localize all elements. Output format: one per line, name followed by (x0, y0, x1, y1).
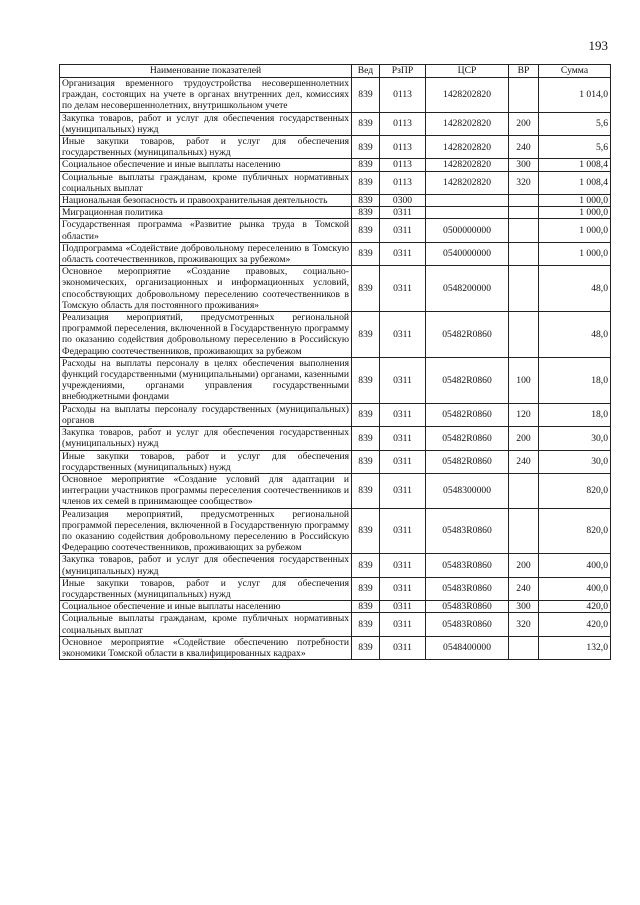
cell-sum: 30,0 (539, 450, 611, 473)
cell-name: Государственная программа «Развитие рынка труда в Томской области» (60, 219, 352, 242)
cell-vr (509, 266, 539, 312)
cell-name: Социальное обеспечение и иные выплаты населению (60, 601, 352, 613)
cell-csr: 1428202820 (426, 112, 509, 135)
cell-csr: 05483R0860 (426, 577, 509, 600)
cell-ved: 839 (352, 577, 380, 600)
table-row (60, 450, 611, 473)
table-row (60, 78, 611, 113)
header-name: Наименование показателей (60, 65, 352, 78)
cell-csr: 05483R0860 (426, 508, 509, 554)
table-row (60, 242, 611, 265)
cell-name: Миграционная политика (60, 207, 352, 219)
cell-rzpr: 0311 (380, 577, 426, 600)
cell-vr (509, 473, 539, 508)
table-row (60, 601, 611, 613)
cell-sum: 1 008,4 (539, 159, 611, 171)
cell-rzpr: 0113 (380, 171, 426, 194)
table-row (60, 312, 611, 358)
cell-vr (509, 195, 539, 207)
cell-rzpr: 0300 (380, 195, 426, 207)
cell-vr (509, 636, 539, 659)
cell-csr: 1428202820 (426, 136, 509, 159)
cell-ved: 839 (352, 195, 380, 207)
cell-sum: 820,0 (539, 473, 611, 508)
cell-name: Иные закупки товаров, работ и услуг для обеспечения государственных (муниципальных) нужд (60, 577, 352, 600)
cell-name: Основное мероприятие «Создание условий для адаптации и интеграции участников программы переселения соотечественников и членов их семей в принимающее сообщество» (60, 473, 352, 508)
table-row (60, 554, 611, 577)
cell-csr (426, 207, 509, 219)
cell-vr: 200 (509, 554, 539, 577)
page-number: 193 (588, 38, 608, 53)
cell-rzpr: 0311 (380, 266, 426, 312)
cell-csr: 1428202820 (426, 159, 509, 171)
cell-name: Основное мероприятие «Создание правовых, социально-экономических, организационных и информационных условий, способствующих добровольному переселению соотечественников в Томскую область для постоянного проживания» (60, 266, 352, 312)
cell-name: Реализация мероприятий, предусмотренных региональной программой переселения, включенной в Государственную программу по оказанию содействия добровольному переселению в Российскую Федерацию соотечественников, проживающих за рубежом (60, 312, 352, 358)
cell-vr: 120 (509, 403, 539, 426)
cell-csr: 0500000000 (426, 219, 509, 242)
cell-vr (509, 207, 539, 219)
table-row (60, 171, 611, 194)
cell-ved: 839 (352, 508, 380, 554)
table-header-row (60, 65, 611, 78)
cell-rzpr: 0311 (380, 450, 426, 473)
cell-name: Закупка товаров, работ и услуг для обеспечения государственных (муниципальных) нужд (60, 112, 352, 135)
cell-sum: 820,0 (539, 508, 611, 554)
table-row (60, 195, 611, 207)
cell-rzpr: 0311 (380, 242, 426, 265)
cell-rzpr: 0311 (380, 427, 426, 450)
table-row (60, 159, 611, 171)
cell-sum: 400,0 (539, 554, 611, 577)
cell-ved: 839 (352, 554, 380, 577)
cell-vr: 320 (509, 613, 539, 636)
cell-csr: 0548200000 (426, 266, 509, 312)
cell-vr: 200 (509, 427, 539, 450)
cell-vr (509, 312, 539, 358)
cell-name: Подпрограмма «Содействие добровольному переселению в Томскую область соотечественников, проживающих за рубежом» (60, 242, 352, 265)
budget-table (59, 64, 611, 660)
cell-csr: 1428202820 (426, 171, 509, 194)
cell-rzpr: 0311 (380, 601, 426, 613)
cell-csr (426, 195, 509, 207)
cell-rzpr: 0311 (380, 508, 426, 554)
cell-vr: 300 (509, 159, 539, 171)
table-row (60, 403, 611, 426)
cell-ved: 839 (352, 427, 380, 450)
table-row (60, 427, 611, 450)
cell-ved: 839 (352, 403, 380, 426)
cell-rzpr: 0311 (380, 473, 426, 508)
cell-ved: 839 (352, 219, 380, 242)
cell-sum: 420,0 (539, 601, 611, 613)
cell-rzpr: 0311 (380, 613, 426, 636)
cell-name: Организация временного трудоустройства несовершеннолетних граждан, состоящих на учете в органах внутренних дел, комиссиях по делам несовершеннолетних, внутришкольном учете (60, 78, 352, 113)
cell-rzpr: 0113 (380, 159, 426, 171)
table-row (60, 577, 611, 600)
cell-sum: 1 000,0 (539, 242, 611, 265)
header-sum: Сумма (539, 65, 611, 78)
table-row (60, 357, 611, 403)
cell-ved: 839 (352, 636, 380, 659)
cell-vr (509, 508, 539, 554)
cell-vr (509, 242, 539, 265)
cell-csr: 1428202820 (426, 78, 509, 113)
cell-csr: 05482R0860 (426, 357, 509, 403)
cell-sum: 48,0 (539, 312, 611, 358)
table-row (60, 136, 611, 159)
table-row (60, 636, 611, 659)
cell-sum: 1 008,4 (539, 171, 611, 194)
header-csr: ЦСР (426, 65, 509, 78)
cell-ved: 839 (352, 450, 380, 473)
cell-vr: 240 (509, 450, 539, 473)
cell-sum: 30,0 (539, 427, 611, 450)
cell-ved: 839 (352, 207, 380, 219)
cell-sum: 18,0 (539, 403, 611, 426)
table-row (60, 508, 611, 554)
cell-csr: 05483R0860 (426, 601, 509, 613)
cell-ved: 839 (352, 171, 380, 194)
cell-name: Социальные выплаты гражданам, кроме публичных нормативных социальных выплат (60, 171, 352, 194)
cell-sum: 18,0 (539, 357, 611, 403)
cell-csr: 0540000000 (426, 242, 509, 265)
cell-csr: 05482R0860 (426, 312, 509, 358)
cell-vr: 300 (509, 601, 539, 613)
cell-rzpr: 0113 (380, 112, 426, 135)
cell-sum: 5,6 (539, 112, 611, 135)
header-vr: ВР (509, 65, 539, 78)
cell-csr: 05483R0860 (426, 613, 509, 636)
cell-sum: 1 014,0 (539, 78, 611, 113)
table-row (60, 613, 611, 636)
cell-ved: 839 (352, 266, 380, 312)
cell-name: Расходы на выплаты персоналу государственных (муниципальных) органов (60, 403, 352, 426)
cell-sum: 132,0 (539, 636, 611, 659)
cell-rzpr: 0311 (380, 636, 426, 659)
table-row (60, 473, 611, 508)
cell-rzpr: 0311 (380, 554, 426, 577)
cell-rzpr: 0311 (380, 207, 426, 219)
table-row (60, 207, 611, 219)
cell-csr: 05482R0860 (426, 403, 509, 426)
cell-ved: 839 (352, 112, 380, 135)
cell-ved: 839 (352, 136, 380, 159)
cell-rzpr: 0113 (380, 136, 426, 159)
cell-vr: 100 (509, 357, 539, 403)
cell-ved: 839 (352, 601, 380, 613)
cell-csr: 0548300000 (426, 473, 509, 508)
cell-vr: 240 (509, 577, 539, 600)
cell-rzpr: 0311 (380, 312, 426, 358)
header-rzpr: РзПР (380, 65, 426, 78)
cell-name: Национальная безопасность и правоохранительная деятельность (60, 195, 352, 207)
cell-name: Закупка товаров, работ и услуг для обеспечения государственных (муниципальных) нужд (60, 554, 352, 577)
cell-csr: 05483R0860 (426, 554, 509, 577)
cell-sum: 48,0 (539, 266, 611, 312)
cell-name: Иные закупки товаров, работ и услуг для обеспечения государственных (муниципальных) нужд (60, 136, 352, 159)
cell-ved: 839 (352, 312, 380, 358)
cell-sum: 5,6 (539, 136, 611, 159)
cell-ved: 839 (352, 159, 380, 171)
cell-csr: 05482R0860 (426, 427, 509, 450)
cell-sum: 1 000,0 (539, 195, 611, 207)
cell-rzpr: 0311 (380, 357, 426, 403)
cell-csr: 05482R0860 (426, 450, 509, 473)
cell-ved: 839 (352, 242, 380, 265)
cell-name: Иные закупки товаров, работ и услуг для обеспечения государственных (муниципальных) нужд (60, 450, 352, 473)
cell-rzpr: 0311 (380, 219, 426, 242)
cell-csr: 0548400000 (426, 636, 509, 659)
cell-sum: 400,0 (539, 577, 611, 600)
cell-sum: 1 000,0 (539, 219, 611, 242)
cell-rzpr: 0113 (380, 78, 426, 113)
cell-sum: 420,0 (539, 613, 611, 636)
cell-vr (509, 78, 539, 113)
cell-ved: 839 (352, 613, 380, 636)
cell-ved: 839 (352, 473, 380, 508)
table-row (60, 266, 611, 312)
cell-vr: 240 (509, 136, 539, 159)
cell-name: Социальное обеспечение и иные выплаты населению (60, 159, 352, 171)
cell-name: Закупка товаров, работ и услуг для обеспечения государственных (муниципальных) нужд (60, 427, 352, 450)
cell-ved: 839 (352, 78, 380, 113)
cell-sum: 1 000,0 (539, 207, 611, 219)
cell-vr (509, 219, 539, 242)
header-ved: Вед (352, 65, 380, 78)
cell-ved: 839 (352, 357, 380, 403)
table-row (60, 112, 611, 135)
cell-name: Расходы на выплаты персоналу в целях обеспечения выполнения функций государственными (муниципальными) органами, казенными учреждениями, органами управления государственными внебюджетными фондами (60, 357, 352, 403)
cell-name: Реализация мероприятий, предусмотренных региональной программой переселения, включенной в Государственную программу по оказанию содействия добровольному переселению в Российскую Федерацию соотечественников, проживающих за рубежом (60, 508, 352, 554)
cell-vr: 200 (509, 112, 539, 135)
table-row (60, 219, 611, 242)
cell-name: Социальные выплаты гражданам, кроме публичных нормативных социальных выплат (60, 613, 352, 636)
cell-rzpr: 0311 (380, 403, 426, 426)
cell-vr: 320 (509, 171, 539, 194)
cell-name: Основное мероприятие «Содействие обеспечению потребности экономики Томской области в квалифицированных кадрах» (60, 636, 352, 659)
